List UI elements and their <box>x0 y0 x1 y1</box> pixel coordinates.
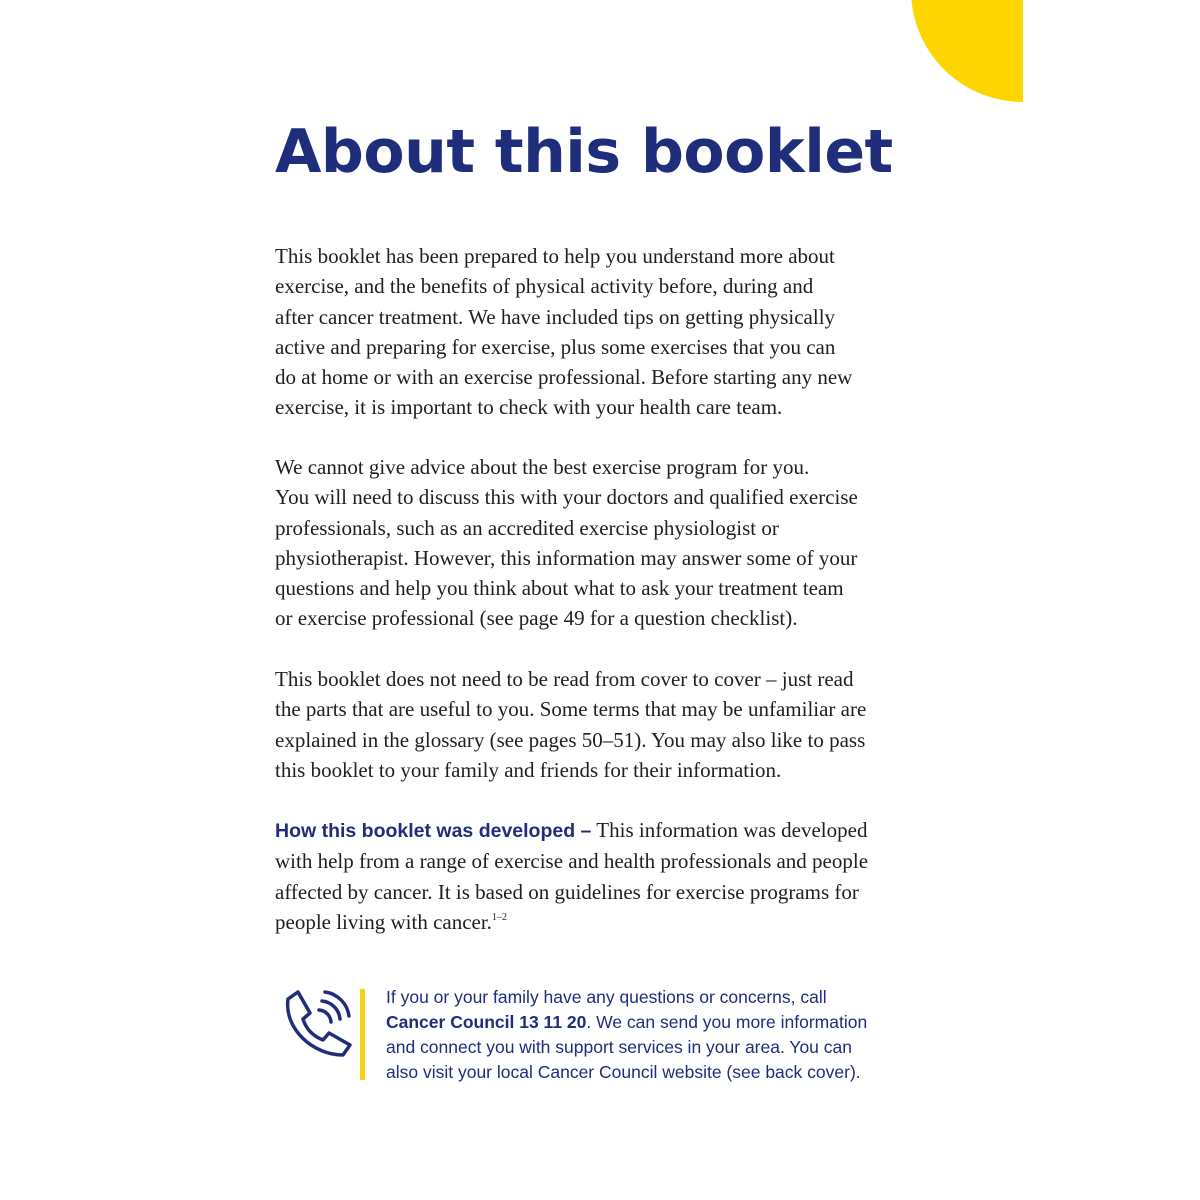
paragraph-line: exercise, and the benefits of physical activity before, during and <box>275 274 814 299</box>
paragraph-line: exercise, it is important to check with your health care team. <box>275 395 783 420</box>
paragraph-line: affected by cancer. It is based on guidelines for exercise programs for <box>275 879 859 904</box>
contact-callout <box>386 985 946 1085</box>
callout-accent-bar <box>360 989 365 1080</box>
paragraph-line: questions and help you think about what to ask your treatment team <box>275 576 844 601</box>
paragraph-line: physiotherapist. However, this information may answer some of your <box>275 545 858 570</box>
callout-line: If you or your family have any questions or concerns, call <box>386 987 827 1007</box>
paragraph-line: explained in the glossary (see pages 50–51). You may also like to pass <box>275 727 866 752</box>
helpline-number: Cancer Council 13 11 20 <box>386 1012 587 1032</box>
callout-line: also visit your local Cancer Council website (see back cover). <box>386 1062 861 1082</box>
paragraph-line: This booklet has been prepared to help you understand more about <box>275 244 835 268</box>
paragraph-line <box>275 907 935 937</box>
reading-guide-paragraph <box>275 664 935 785</box>
paragraph-line <box>275 815 935 846</box>
yellow-circle-shape <box>870 0 1023 102</box>
callout-line: and connect you with support services in your area. You can <box>386 1037 852 1057</box>
paragraph-line: with help from a range of exercise and health professionals and people <box>275 849 869 874</box>
paragraph-text: people living with cancer. <box>275 909 492 934</box>
paragraph-line: We cannot give advice about the best exercise program for you. <box>275 455 810 479</box>
page-title: About this booklet <box>275 117 893 187</box>
phone-ringing-icon <box>279 988 353 1058</box>
paragraph-text: This information was developed <box>591 818 868 842</box>
development-paragraph <box>275 815 935 937</box>
callout-line <box>386 1010 946 1035</box>
advice-paragraph <box>275 452 935 634</box>
paragraph-line: after cancer treatment. We have included tips on getting physically <box>275 304 836 329</box>
paragraph-line: this booklet to your family and friends for their information. <box>275 757 782 782</box>
intro-paragraph <box>275 241 935 423</box>
development-lead-in: How this booklet was developed – <box>275 820 592 842</box>
reference-superscript: 1–2 <box>491 911 507 923</box>
paragraph-line: do at home or with an exercise professional. Before starting any new <box>275 365 853 390</box>
paragraph-line: active and preparing for exercise, plus some exercises that you can <box>275 334 836 359</box>
paragraph-line: or exercise professional (see page 49 for a question checklist). <box>275 606 798 631</box>
paragraph-line: You will need to discuss this with your doctors and qualified exercise <box>275 485 858 510</box>
paragraph-line: This booklet does not need to be read from cover to cover – just read <box>275 667 854 691</box>
paragraph-line: professionals, such as an accredited exercise physiologist or <box>275 515 779 540</box>
paragraph-line: the parts that are useful to you. Some terms that may be unfamiliar are <box>275 697 867 722</box>
callout-text-segment: . We can send you more information <box>586 1012 868 1032</box>
decorative-yellow-corner <box>870 0 1023 102</box>
